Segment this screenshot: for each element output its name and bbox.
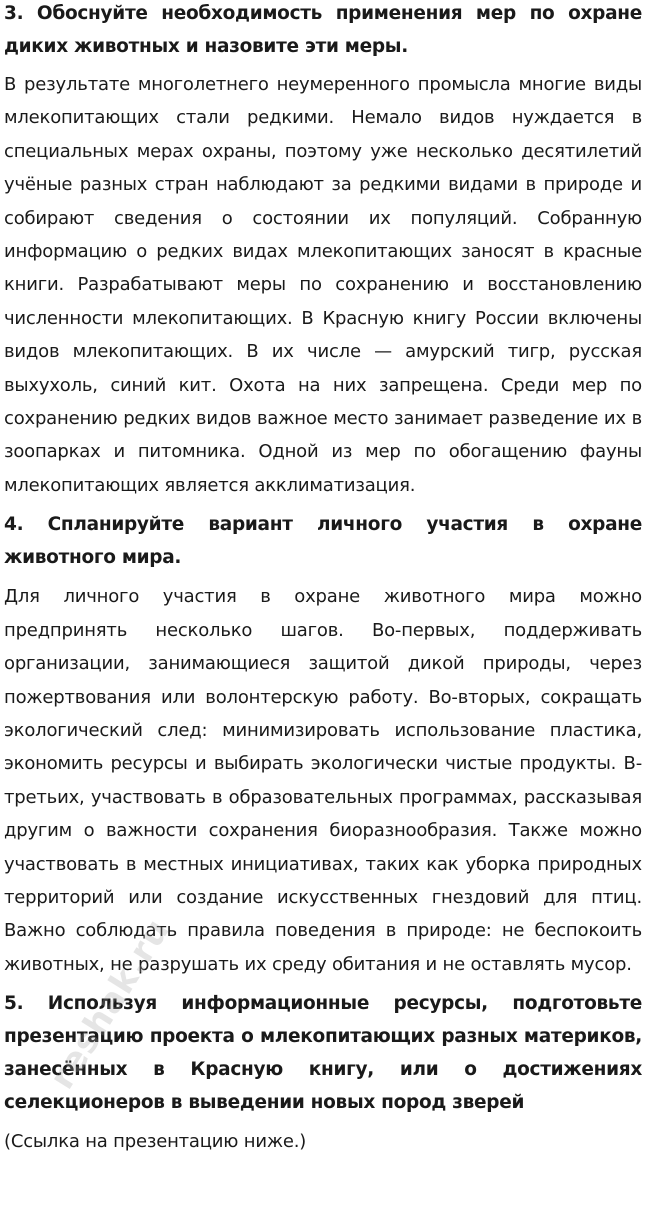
question-4-heading: 4. Спланируйте вариант личного участия в охране животного мира. [4,514,642,569]
answer-3-text: В результате многолетнего неумеренного промысла многие виды млекопитающих стали редкими. Немало видов нуждается в специальных мерах охраны, поэтому уже несколько десятилетий учёные разных стран наблюдают за редкими видами в природе и собирают сведения о состоянии их популяций. Собранную информацию о редких видах млекопитающих заносят в красные книги. Разрабатывают меры по сохранению и восстановлению численности млекопитающих. В Красную книгу России включены видов млекопитающих. В их числе — амурский тигр, русская выхухоль, синий кит. Охота на них запрещена. Среди мер по сохранению редких видов важное место занимает разведение их в зоопарках и питомника. Одной из мер по обогащению фауны млекопитающих является акклиматизация. [4,74,642,496]
answer-4-text: Для личного участия в охране животного мира можно предпринять несколько шагов. Во-первых, поддерживать организации, занимающиеся защитой дикой природы, через пожертвования или волонтерскую работу. Во-вторых, сокращать экологический след: минимизировать использование пластика, экономить ресурсы и выбирать экологически чистые продукты. В-третьих, участвовать в образовательных программах, рассказывая другим о важности сохранения биоразнообразия. Также можно участвовать в местных инициативах, таких как уборка природных территорий или создание искусственных гнездовий для птиц. Важно соблюдать правила поведения в природе: не беспокоить животных, не разрушать их среду обитания и не оставлять мусор. [4,586,642,975]
watermark: reshak.ru [42,911,179,1097]
question-3-heading: 3. Обоснуйте необходимость применения мер по охране диких животных и назовите эти меры. [4,3,642,57]
question-5-heading: 5. Используя информационные ресурсы, подготовьте презентацию проекта о млекопитающих разных материков, занесённых в Красную книгу, или о достижениях селекционеров в выведении новых пород зверей [4,993,642,1114]
document-page [4,0,642,1159]
answer-5-text: (Ссылка на презентацию ниже.) [4,1131,307,1153]
